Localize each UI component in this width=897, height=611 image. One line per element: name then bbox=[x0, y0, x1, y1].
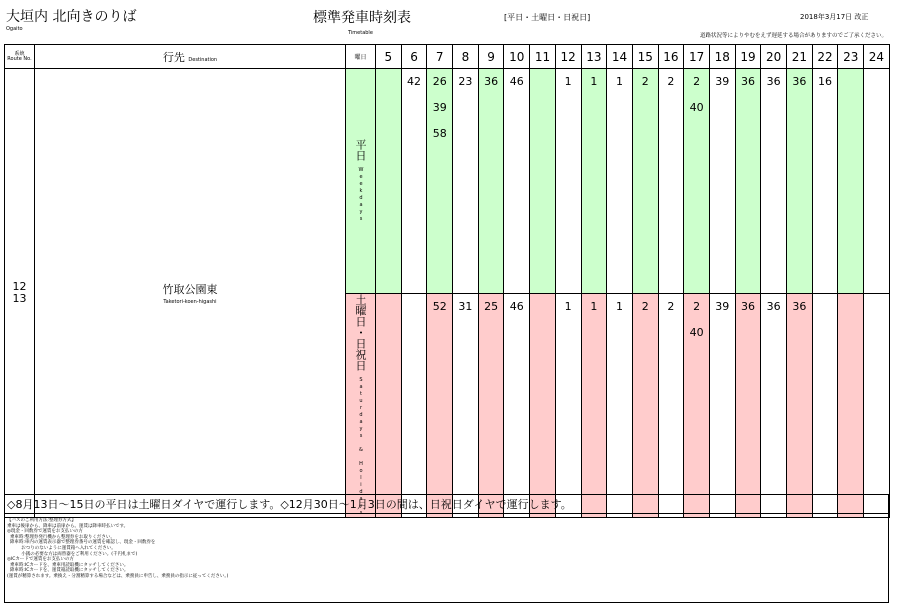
weekday-cell-8 bbox=[453, 69, 479, 294]
weekday-cell-17 bbox=[684, 69, 710, 294]
holiday-cell-10 bbox=[504, 294, 530, 518]
hour-header-20: 20 bbox=[761, 45, 787, 69]
weekday-cell-16 bbox=[658, 69, 684, 294]
weekday-cell-24 bbox=[864, 69, 890, 294]
departure-minute: 1 bbox=[616, 300, 624, 313]
usage-info-line: ◎ICカードで運賃をお支払いの方 bbox=[7, 557, 74, 563]
timetable bbox=[4, 44, 890, 518]
departure-minute: 1 bbox=[590, 75, 598, 88]
holiday-cell-6 bbox=[401, 294, 427, 518]
route-header bbox=[5, 45, 35, 69]
departure-minute: 1 bbox=[564, 300, 572, 313]
delay-notice: 道路状況等によりやむをえず遅延する場合がありますのでご了承ください。 bbox=[699, 33, 887, 39]
stop-name-roman: Ogaito bbox=[6, 26, 23, 32]
weekday-cell-13 bbox=[581, 69, 607, 294]
holiday-label-jp: 土曜日・日祝日 bbox=[354, 294, 367, 371]
weekday-label bbox=[346, 69, 376, 294]
departure-minute: 52 bbox=[432, 300, 447, 313]
holiday-label-en: Saturdays & Holidays bbox=[358, 377, 364, 517]
holiday-cell-8 bbox=[453, 294, 479, 518]
departure-minute: 36 bbox=[792, 75, 807, 88]
hour-header-17: 17 bbox=[684, 45, 710, 69]
usage-info-line: 降車時:車内の運賃表示器で整理券番号の運賃を確認し、現金・回数券を bbox=[7, 540, 156, 546]
weekday-label-en: Weekdays bbox=[358, 167, 364, 223]
departure-minute: 36 bbox=[740, 300, 755, 313]
departure-minute: 2 bbox=[641, 300, 649, 313]
holiday-cell-12 bbox=[555, 294, 581, 518]
weekday-cell-6 bbox=[401, 69, 427, 294]
day-header: 曜日 bbox=[346, 45, 376, 69]
usage-info-line: 【バスのご利用方法:整理券方式】 bbox=[7, 518, 77, 523]
route-numbers: 12 13 bbox=[5, 69, 35, 518]
hour-header-5: 5 bbox=[376, 45, 402, 69]
stop-name: 大垣内 北向きのりば bbox=[6, 9, 137, 25]
departure-minute: 46 bbox=[509, 300, 524, 313]
hour-header-23: 23 bbox=[838, 45, 864, 69]
weekday-cell-20 bbox=[761, 69, 787, 294]
destination-header bbox=[35, 45, 346, 69]
departure-minute: 1 bbox=[564, 75, 572, 88]
departure-minute: 36 bbox=[740, 75, 755, 88]
holiday-cell-17 bbox=[684, 294, 710, 518]
weekday-label-jp: 平日 bbox=[354, 139, 367, 161]
departure-minute: 42 bbox=[407, 75, 422, 88]
departure-minute: 40 bbox=[689, 326, 704, 339]
weekday-cell-12 bbox=[555, 69, 581, 294]
holiday-cell-22 bbox=[812, 294, 838, 518]
hour-header-10: 10 bbox=[504, 45, 530, 69]
hour-header-16: 16 bbox=[658, 45, 684, 69]
departure-minute: 36 bbox=[766, 300, 781, 313]
departure-minute: 2 bbox=[667, 75, 675, 88]
weekday-cell-11 bbox=[530, 69, 556, 294]
hour-header-21: 21 bbox=[787, 45, 813, 69]
hour-header-9: 9 bbox=[478, 45, 504, 69]
weekday-cell-23 bbox=[838, 69, 864, 294]
departure-minute: 36 bbox=[766, 75, 781, 88]
hour-header-14: 14 bbox=[607, 45, 633, 69]
holiday-cell-13 bbox=[581, 294, 607, 518]
operation-footnote: ◇8月13日～15日の平日は土曜日ダイヤで運行します。◇12月30日～1月3日の間は、日祝日ダイヤで運行します。 bbox=[4, 494, 889, 514]
holiday-cell-14 bbox=[607, 294, 633, 518]
departure-minute: 39 bbox=[715, 300, 730, 313]
weekday-cell-5 bbox=[376, 69, 402, 294]
departure-minute: 16 bbox=[818, 75, 833, 88]
holiday-cell-5 bbox=[376, 294, 402, 518]
holiday-cell-16 bbox=[658, 294, 684, 518]
departure-minute: 36 bbox=[484, 75, 499, 88]
destination-name-en: Taketori-koen-higashi bbox=[163, 299, 217, 305]
holiday-cell-11 bbox=[530, 294, 556, 518]
hour-header-19: 19 bbox=[735, 45, 761, 69]
departure-minute: 2 bbox=[693, 75, 701, 88]
departure-minute: 46 bbox=[509, 75, 524, 88]
departure-minute: 1 bbox=[616, 75, 624, 88]
holiday-cell-23 bbox=[838, 294, 864, 518]
departure-minute: 31 bbox=[458, 300, 473, 313]
holiday-cell-15 bbox=[632, 294, 658, 518]
weekday-cell-21 bbox=[787, 69, 813, 294]
usage-info-line: ◎現金・回数券で運賃をお支払いの方 bbox=[7, 529, 83, 535]
revision-date: 2018年3月17日 改正 bbox=[800, 13, 869, 21]
usage-info-line: (運賃が精算されます。乗換え・分割精算する場合などは、乗務員に申告し、乗務員の指示に従ってください。) bbox=[7, 573, 229, 579]
departure-minute: 1 bbox=[590, 300, 598, 313]
destination bbox=[35, 69, 346, 518]
page-title-en: Timetable bbox=[348, 30, 373, 36]
departure-minute: 25 bbox=[484, 300, 499, 313]
weekday-cell-14 bbox=[607, 69, 633, 294]
hour-header-7: 7 bbox=[427, 45, 453, 69]
weekday-cell-7 bbox=[427, 69, 453, 294]
usage-info bbox=[4, 514, 889, 603]
hour-header-15: 15 bbox=[632, 45, 658, 69]
departure-minute: 40 bbox=[689, 101, 704, 114]
hour-header-18: 18 bbox=[709, 45, 735, 69]
route-header-label: 系統 Route No. bbox=[7, 50, 32, 62]
holiday-cell-9 bbox=[478, 294, 504, 518]
hour-header-6: 6 bbox=[401, 45, 427, 69]
hour-header-8: 8 bbox=[453, 45, 479, 69]
departure-minute: 58 bbox=[432, 127, 447, 140]
hour-header-11: 11 bbox=[530, 45, 556, 69]
departure-minute: 26 bbox=[432, 75, 447, 88]
departure-minute: 2 bbox=[667, 300, 675, 313]
departure-minute: 39 bbox=[432, 101, 447, 114]
weekday-cell-9 bbox=[478, 69, 504, 294]
destination-name: 竹取公園東 bbox=[162, 283, 218, 296]
day-types-label: [平日・土曜日・日祝日] bbox=[504, 13, 591, 22]
weekday-cell-15 bbox=[632, 69, 658, 294]
hour-header-12: 12 bbox=[555, 45, 581, 69]
weekday-cell-22 bbox=[812, 69, 838, 294]
departure-minute: 39 bbox=[715, 75, 730, 88]
hour-header-13: 13 bbox=[581, 45, 607, 69]
holiday-label bbox=[346, 294, 376, 518]
holiday-cell-18 bbox=[709, 294, 735, 518]
usage-info-line: 乗車時:ICカードを、乗車用読取機にタッチしてください。 bbox=[7, 562, 129, 568]
weekday-cell-10 bbox=[504, 69, 530, 294]
holiday-cell-19 bbox=[735, 294, 761, 518]
hour-header-24: 24 bbox=[864, 45, 890, 69]
departure-minute: 2 bbox=[693, 300, 701, 313]
destination-header-label: 行先 bbox=[162, 50, 185, 64]
usage-info-line: 小銭の必要な方は両替器をご利用ください。(千円札まで) bbox=[7, 551, 138, 557]
usage-info-line: おつりのないように運賃箱へ入れてください。 bbox=[7, 545, 116, 551]
usage-info-line: 降車時:ICカードを、運賃箱読取機にタッチしてください。 bbox=[7, 568, 129, 574]
weekday-cell-19 bbox=[735, 69, 761, 294]
page-title: 標準発車時刻表 bbox=[313, 10, 411, 26]
destination-header-label-en: Destination bbox=[188, 56, 218, 63]
holiday-cell-20 bbox=[761, 294, 787, 518]
departure-minute: 23 bbox=[458, 75, 473, 88]
departure-minute: 2 bbox=[641, 75, 649, 88]
weekday-cell-18 bbox=[709, 69, 735, 294]
departure-minute: 36 bbox=[792, 300, 807, 313]
hour-header-22: 22 bbox=[812, 45, 838, 69]
usage-info-line: 乗車時:整理券発行機から整理券をお取りください。 bbox=[7, 534, 115, 540]
holiday-cell-24 bbox=[864, 294, 890, 518]
holiday-cell-21 bbox=[787, 294, 813, 518]
usage-info-line: 乗車は後扉から、降車は前扉から。運賃は降車時払いです。 bbox=[7, 523, 129, 529]
holiday-cell-7 bbox=[427, 294, 453, 518]
